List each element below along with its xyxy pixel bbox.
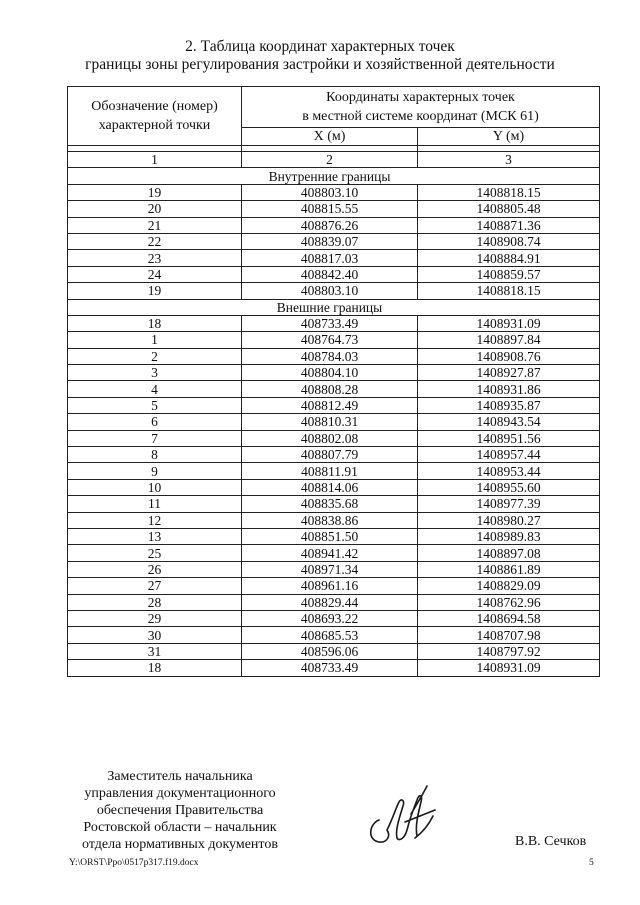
x-coordinate: 408764.73 — [242, 332, 418, 348]
y-coordinate: 1408884.91 — [418, 250, 600, 266]
signer-position-line: Заместитель начальника — [107, 769, 253, 784]
x-coordinate: 408810.31 — [242, 414, 418, 430]
x-coordinate: 408812.49 — [242, 397, 418, 413]
section-blank-cell — [418, 168, 600, 184]
table-row — [68, 430, 600, 446]
y-coordinate: 1408951.56 — [418, 430, 600, 446]
header-coords-line-2: в местной системе координат (МСК 61) — [302, 109, 539, 124]
point-number: 7 — [68, 430, 242, 446]
x-coordinate: 408961.16 — [242, 578, 418, 594]
table-row — [68, 447, 600, 463]
x-coordinate: 408817.03 — [242, 250, 418, 266]
point-number: 29 — [68, 610, 242, 626]
signer-position-line: обеспечения Правительства — [96, 803, 264, 818]
y-coordinate: 1408861.89 — [418, 561, 600, 577]
x-coordinate: 408941.42 — [242, 545, 418, 561]
x-coordinate: 408842.40 — [242, 266, 418, 282]
y-coordinate: 1408805.48 — [418, 201, 600, 217]
header-point-designation — [68, 87, 242, 146]
section-blank-cell — [418, 299, 600, 315]
x-coordinate: 408784.03 — [242, 348, 418, 364]
table-row — [68, 266, 600, 282]
section-blank-cell — [68, 168, 242, 184]
point-number: 2 — [68, 348, 242, 364]
header-x: X (м) — [242, 128, 418, 146]
table-row — [68, 201, 600, 217]
header-point-line-1: Обозначение (номер) — [91, 99, 218, 114]
table-row — [68, 643, 600, 659]
y-coordinate: 1408957.44 — [418, 447, 600, 463]
title-line-2: границы зоны регулирования застройки и хозяйственной деятельности — [85, 56, 555, 73]
x-coordinate: 408971.34 — [242, 561, 418, 577]
table-row — [68, 512, 600, 528]
y-coordinate: 1408797.92 — [418, 643, 600, 659]
y-coordinate: 1408931.09 — [418, 660, 600, 676]
x-coordinate: 408839.07 — [242, 233, 418, 249]
title-line-1: 2. Таблица координат характерных точек — [185, 38, 455, 55]
point-number: 26 — [68, 561, 242, 577]
x-coordinate: 408803.10 — [242, 283, 418, 299]
x-coordinate: 408596.06 — [242, 643, 418, 659]
point-number: 19 — [68, 184, 242, 200]
table-row — [68, 348, 600, 364]
y-coordinate: 1408931.09 — [418, 315, 600, 331]
x-coordinate: 408802.08 — [242, 430, 418, 446]
point-number: 10 — [68, 479, 242, 495]
y-coordinate: 1408871.36 — [418, 217, 600, 233]
y-coordinate: 1408908.76 — [418, 348, 600, 364]
point-number: 13 — [68, 528, 242, 544]
point-number: 24 — [68, 266, 242, 282]
y-coordinate: 1408707.98 — [418, 627, 600, 643]
y-coordinate: 1408859.57 — [418, 266, 600, 282]
x-coordinate: 408685.53 — [242, 627, 418, 643]
table-row — [68, 627, 600, 643]
x-coordinate: 408808.28 — [242, 381, 418, 397]
y-coordinate: 1408955.60 — [418, 479, 600, 495]
header-point-line-2: характерной точки — [98, 118, 211, 133]
table-row — [68, 594, 600, 610]
y-coordinate: 1408977.39 — [418, 496, 600, 512]
handwritten-signature — [365, 780, 440, 850]
x-coordinate: 408851.50 — [242, 528, 418, 544]
x-coordinate: 408829.44 — [242, 594, 418, 610]
table-row — [68, 365, 600, 381]
table-row — [68, 578, 600, 594]
page-number: 5 — [589, 858, 594, 868]
point-number: 21 — [68, 217, 242, 233]
table-row — [68, 479, 600, 495]
table-row — [68, 397, 600, 413]
point-number: 28 — [68, 594, 242, 610]
point-number: 18 — [68, 315, 242, 331]
document-title — [0, 38, 640, 74]
signer-name: В.В. Сечков — [515, 834, 587, 849]
y-coordinate: 1408935.87 — [418, 397, 600, 413]
point-number: 27 — [68, 578, 242, 594]
section-title: Внешние границы — [242, 299, 418, 315]
y-coordinate: 1408829.09 — [418, 578, 600, 594]
signer-position-line: отдела нормативных документов — [82, 837, 278, 852]
point-number: 9 — [68, 463, 242, 479]
x-coordinate: 408733.49 — [242, 660, 418, 676]
column-number: 3 — [418, 152, 600, 168]
section-header-row — [68, 299, 600, 315]
table-row — [68, 381, 600, 397]
point-number: 5 — [68, 397, 242, 413]
footer-file-path: Y:\ORST\Ppo\0517p317.f19.docx — [69, 858, 199, 868]
point-number: 19 — [68, 283, 242, 299]
point-number: 6 — [68, 414, 242, 430]
signer-position-line: Ростовской области – начальник — [83, 820, 277, 835]
point-number: 11 — [68, 496, 242, 512]
header-coordinates — [242, 87, 600, 128]
header-coords-line-1: Координаты характерных точек — [326, 90, 515, 105]
point-number: 3 — [68, 365, 242, 381]
x-coordinate: 408814.06 — [242, 479, 418, 495]
table-row — [68, 332, 600, 348]
point-number: 23 — [68, 250, 242, 266]
y-coordinate: 1408943.54 — [418, 414, 600, 430]
x-coordinate: 408876.26 — [242, 217, 418, 233]
y-coordinate: 1408762.96 — [418, 594, 600, 610]
x-coordinate: 408811.91 — [242, 463, 418, 479]
y-coordinate: 1408908.74 — [418, 233, 600, 249]
y-coordinate: 1408989.83 — [418, 528, 600, 544]
column-numbers-row — [68, 152, 600, 168]
point-number: 30 — [68, 627, 242, 643]
section-header-row — [68, 168, 600, 184]
table-row — [68, 463, 600, 479]
y-coordinate: 1408931.86 — [418, 381, 600, 397]
x-coordinate: 408693.22 — [242, 610, 418, 626]
y-coordinate: 1408980.27 — [418, 512, 600, 528]
column-number: 2 — [242, 152, 418, 168]
x-coordinate: 408807.79 — [242, 447, 418, 463]
table-row — [68, 496, 600, 512]
table-row — [68, 217, 600, 233]
y-coordinate: 1408694.58 — [418, 610, 600, 626]
point-number: 22 — [68, 233, 242, 249]
table-body — [68, 146, 600, 677]
header-y: Y (м) — [418, 128, 600, 146]
table-row — [68, 660, 600, 676]
point-number: 12 — [68, 512, 242, 528]
point-number: 8 — [68, 447, 242, 463]
coordinates-table — [67, 86, 600, 677]
table-row — [68, 561, 600, 577]
table-row — [68, 315, 600, 331]
signer-position-line: управления документационного — [84, 786, 276, 801]
table-row — [68, 184, 600, 200]
table-row — [68, 528, 600, 544]
table-row — [68, 610, 600, 626]
point-number: 31 — [68, 643, 242, 659]
x-coordinate: 408815.55 — [242, 201, 418, 217]
table-row — [68, 414, 600, 430]
section-title: Внутренние границы — [242, 168, 418, 184]
y-coordinate: 1408818.15 — [418, 283, 600, 299]
table-row — [68, 233, 600, 249]
y-coordinate: 1408927.87 — [418, 365, 600, 381]
point-number: 20 — [68, 201, 242, 217]
y-coordinate: 1408953.44 — [418, 463, 600, 479]
y-coordinate: 1408897.84 — [418, 332, 600, 348]
table-row — [68, 283, 600, 299]
y-coordinate: 1408897.08 — [418, 545, 600, 561]
signature-block — [60, 768, 300, 853]
point-number: 25 — [68, 545, 242, 561]
table-row — [68, 545, 600, 561]
x-coordinate: 408835.68 — [242, 496, 418, 512]
point-number: 4 — [68, 381, 242, 397]
x-coordinate: 408838.86 — [242, 512, 418, 528]
point-number: 1 — [68, 332, 242, 348]
section-blank-cell — [68, 299, 242, 315]
x-coordinate: 408733.49 — [242, 315, 418, 331]
x-coordinate: 408803.10 — [242, 184, 418, 200]
y-coordinate: 1408818.15 — [418, 184, 600, 200]
column-number: 1 — [68, 152, 242, 168]
point-number: 18 — [68, 660, 242, 676]
table-row — [68, 250, 600, 266]
x-coordinate: 408804.10 — [242, 365, 418, 381]
